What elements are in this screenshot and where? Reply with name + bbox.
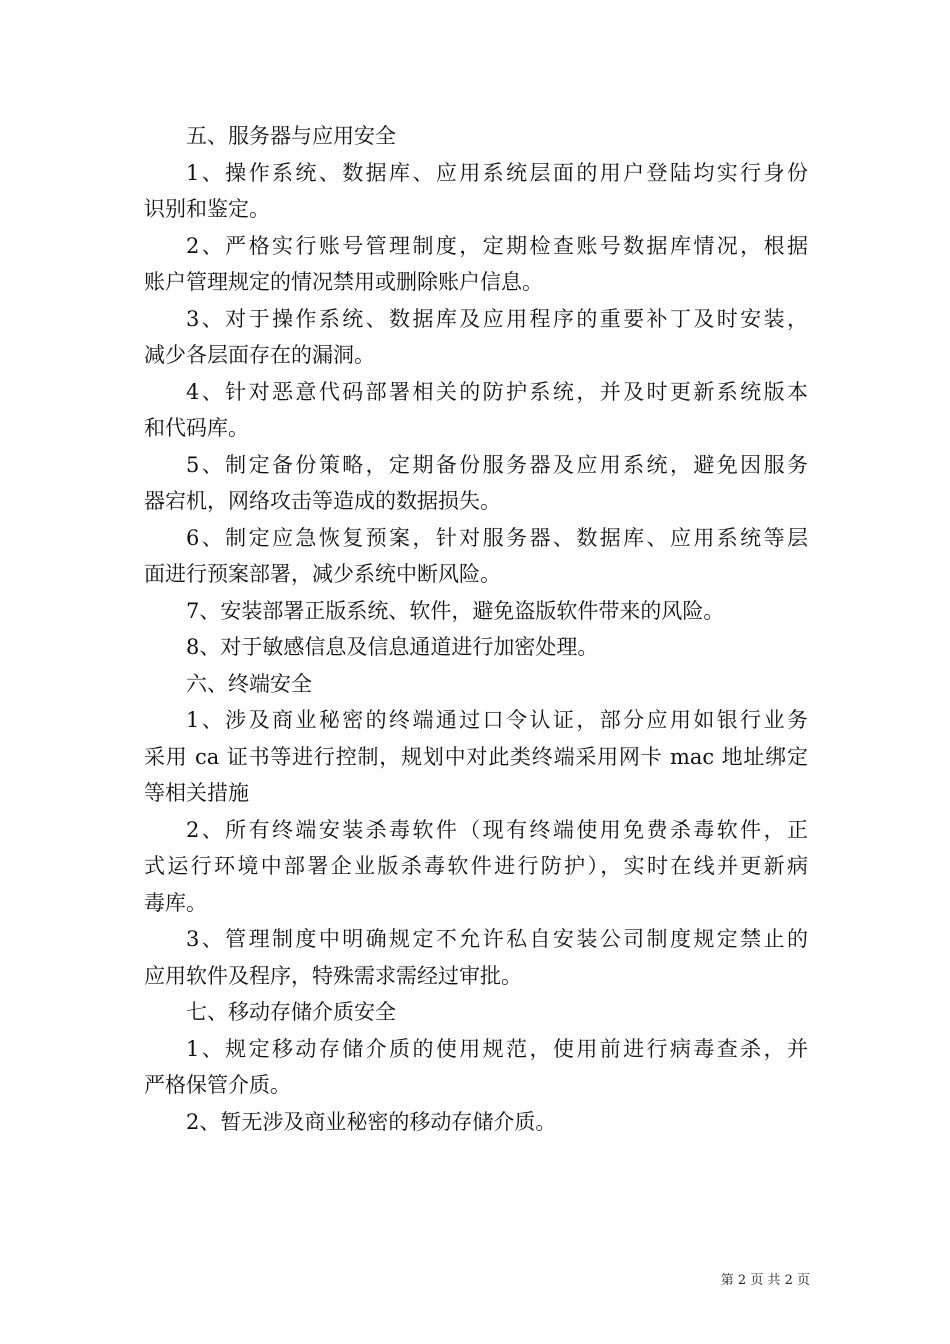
text-line: 七、移动存储介质安全 — [186, 1000, 396, 1024]
text-line: 和代码库。 — [144, 416, 249, 440]
text-line: 式运行环境中部署企业版杀毒软件进行防护），实时在线并更新病 — [144, 854, 808, 878]
text-line: 4、针对恶意代码部署相关的防护系统，并及时更新系统版本 — [186, 379, 808, 404]
text-line: 1、操作系统、数据库、应用系统层面的用户登陆均实行身份 — [186, 160, 808, 185]
text-line: 应用软件及程序，特殊需求需经过审批。 — [144, 963, 522, 988]
text-line: 面进行预案部署，减少系统中断风险。 — [144, 562, 501, 586]
text-line: 6、制定应急恢复预案，针对服务器、数据库、应用系统等层 — [186, 525, 808, 550]
text-line: 7、安装部署正版系统、软件，避免盗版软件带来的风险。 — [186, 598, 725, 623]
document-body — [144, 118, 808, 1140]
text-line: 器宕机，网络攻击等造成的数据损失。 — [144, 489, 501, 513]
text-line: 2、所有终端安装杀毒软件（现有终端使用免费杀毒软件，正 — [186, 817, 808, 842]
text-line: 识别和鉴定。 — [144, 197, 270, 221]
text-line: 毒库。 — [144, 890, 207, 915]
text-line: 5、制定备份策略，定期备份服务器及应用系统，避免因服务 — [186, 452, 808, 477]
text-line: 1、规定移动存储介质的使用规范，使用前进行病毒查杀，并 — [186, 1036, 808, 1061]
text-line: 账户管理规定的情况禁用或删除账户信息。 — [144, 270, 543, 294]
text-line: 等相关措施 — [144, 781, 249, 805]
page-footer: 第 2 页 共 2 页 — [720, 1273, 810, 1288]
text-line: 2、暂无涉及商业秘密的移动存储介质。 — [186, 1109, 557, 1134]
text-line: 1、涉及商业秘密的终端通过口令认证，部分应用如银行业务 — [186, 708, 808, 732]
text-line: 3、对于操作系统、数据库及应用程序的重要补丁及时安装， — [186, 306, 808, 331]
text-line: 严格保管介质。 — [144, 1073, 291, 1097]
text-line: 六、终端安全 — [186, 671, 312, 696]
text-line: 五、服务器与应用安全 — [186, 124, 396, 148]
text-line: 3、管理制度中明确规定不允许私自安装公司制度规定禁止的 — [186, 927, 808, 951]
text-line: 8、对于敏感信息及信息通道进行加密处理。 — [186, 635, 599, 659]
text-line: 采用 ca 证书等进行控制，规划中对此类终端采用网卡 mac 地址绑定 — [144, 744, 808, 769]
text-line: 2、严格实行账号管理制度，定期检查账号数据库情况，根据 — [186, 233, 808, 258]
text-line: 减少各层面存在的漏洞。 — [144, 343, 375, 367]
